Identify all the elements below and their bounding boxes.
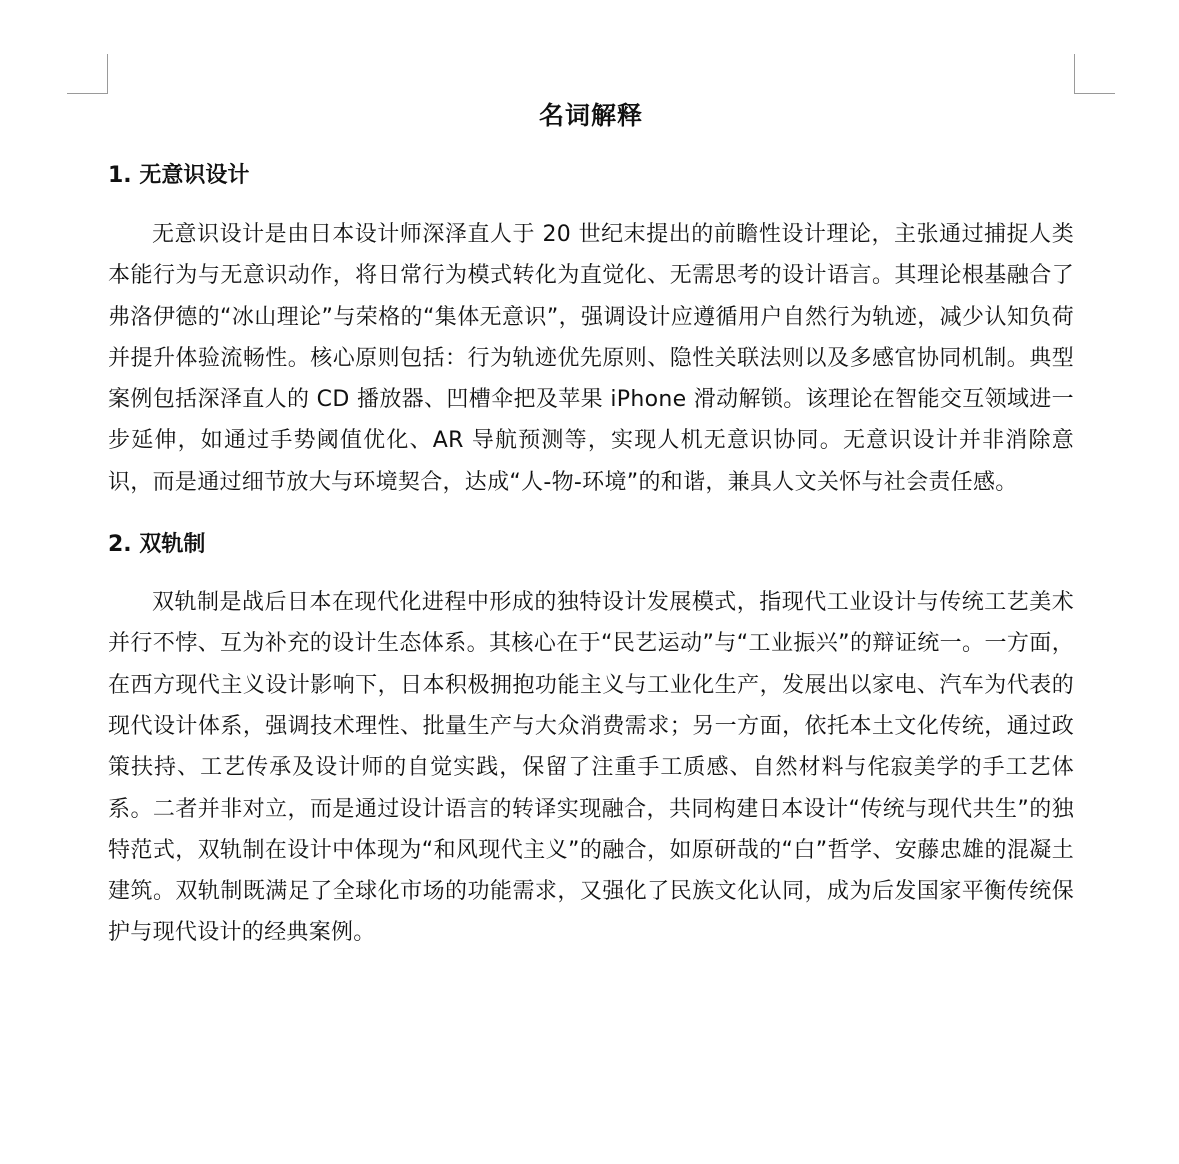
document-title: 名词解释: [538, 101, 643, 130]
section-body-2: 双轨制是战后日本在现代化进程中形成的独特设计发展模式，指现代工业设计与传统工艺美术并行不悖、互为补充的设计生态体系。其核心在于“民艺运动”与“工业振兴”的辩证统一。一方面，在西方现代主义设计影响下，日本积极拥抱功能主义与工业化生产，发展出以家电、汽车为代表的现代设计体系，强调技术理性、批量生产与大众消费需求；另一方面，依托本土文化传统，通过政策扶持、工艺传承及设计师的自觉实践，保留了注重手工质感、自然材料与侘寂美学的手工艺体系。二者并非对立，而是通过设计语言的转译实现融合，共同构建日本设计“传统与现代共生”的独特范式，双轨制在设计中体现为“和风现代主义”的融合，如原研哉的“白”哲学、安藤忠雄的混凝土建筑。双轨制既满足了全球化市场的功能需求，又强化了民族文化认同，成为后发国家平衡传统保护与现代设计的经典案例。: [108, 590, 1074, 946]
crop-mark-top-left: [67, 54, 108, 94]
vertical-scrollbar[interactable]: [1157, 0, 1179, 1164]
section-heading-2: 2. 双轨制: [108, 532, 206, 558]
crop-mark-top-right: [1074, 54, 1115, 94]
section-body-1: 无意识设计是由日本设计师深泽直人于 20 世纪末提出的前瞻性设计理论，主张通过捕捉人类本能行为与无意识动作，将日常行为模式转化为直觉化、无需思考的设计语言。其理论根基融合了弗洛伊德的“冰山理论”与荣格的“集体无意识”，强调设计应遵循用户自然行为轨迹，减少认知负荷并提升体验流畅性。核心原则包括：行为轨迹优先原则、隐性关联法则以及多感官协同机制。典型案例包括深泽直人的 CD 播放器、凹槽伞把及苹果 iPhone 滑动解锁。该理论在智能交互领域进一步延伸，如通过手势阈值优化、AR 导航预测等，实现人机无意识协同。无意识设计并非消除意识，而是通过细节放大与环境契合，达成“人-物-环境”的和谐，兼具人文关怀与社会责任感。: [108, 222, 1074, 495]
section-heading-1: 1. 无意识设计: [108, 163, 250, 188]
document-content: [108, 96, 1074, 954]
